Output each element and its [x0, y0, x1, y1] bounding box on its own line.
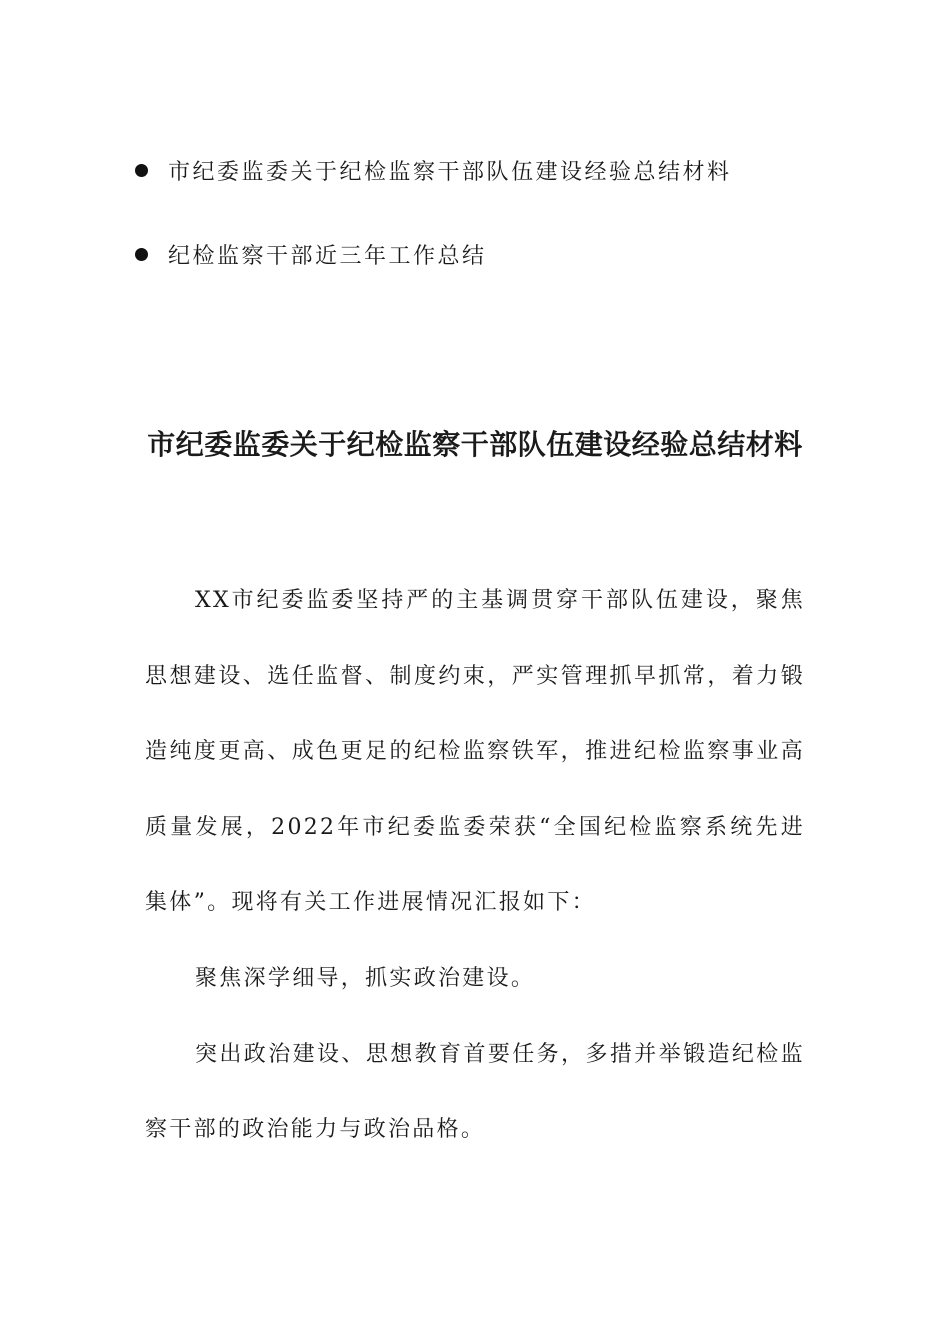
bullet-icon: [135, 164, 148, 177]
toc-item-label: 市纪委监委关于纪检监察干部队伍建设经验总结材料: [168, 159, 732, 185]
toc-item-label: 纪检监察干部近三年工作总结: [168, 243, 487, 269]
document-title: 市纪委监委关于纪检监察干部队伍建设经验总结材料: [147, 428, 803, 461]
body-paragraph: 突出政治建设、思想教育首要任务，多措并举锻造纪检监察干部的政治能力与政治品格。: [145, 1041, 805, 1143]
body-paragraph: XX市纪委监委坚持严的主基调贯穿干部队伍建设，聚焦思想建设、选任监督、制度约束，严实管理抓早抓常，着力锻造纯度更高、成色更足的纪检监察铁军，推进纪检监察事业高质量发展，2022年市纪委监委荣获“全国纪检监察系统先进集体”。现将有关工作进展情况汇报如下：: [145, 588, 805, 916]
toc-item[interactable]: [135, 234, 835, 274]
bullet-icon: [135, 248, 148, 261]
section-heading: 聚焦深学细导，抓实政治建设。: [195, 965, 536, 991]
table-of-contents: [135, 150, 835, 318]
toc-item[interactable]: [135, 150, 835, 190]
document-body: [145, 563, 805, 1168]
